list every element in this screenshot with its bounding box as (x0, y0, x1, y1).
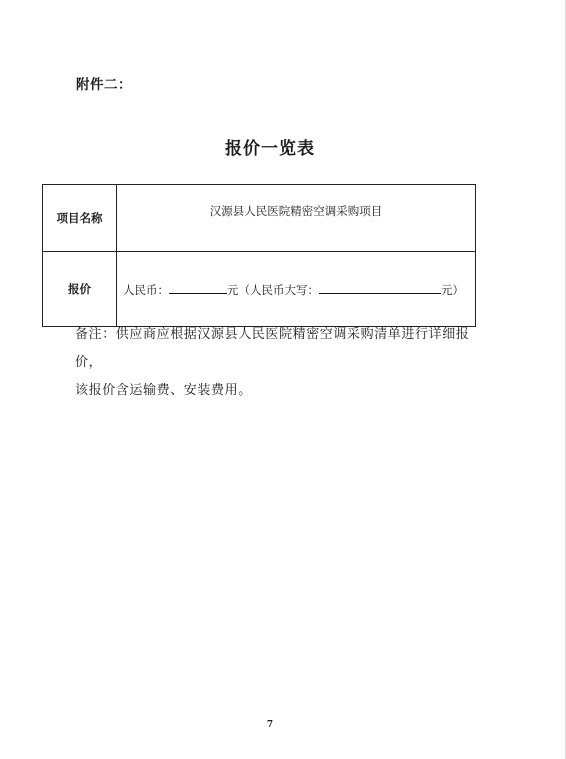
note-block (75, 321, 495, 405)
table-row-price (43, 252, 476, 327)
price-label: 报价 (43, 252, 117, 327)
note-line-1: 备注：供应商应根据汉源县人民医院精密空调采购清单进行详细报价， (75, 327, 470, 370)
amount-words-blank (319, 281, 441, 294)
page-title: 报价一览表 (225, 139, 315, 159)
project-name-label: 项目名称 (43, 185, 117, 252)
project-name-value: 汉源县人民医院精密空调采购项目 (117, 185, 476, 252)
quote-table (42, 184, 476, 327)
page-number: 7 (266, 720, 274, 730)
currency-label: 人民币： (123, 282, 169, 297)
price-value-cell (117, 252, 476, 327)
amount-blank (169, 281, 227, 294)
note-line-2: 该报价含运输费、安装费用。 (75, 383, 252, 398)
unit-text: 元（人民币大写： (227, 282, 319, 297)
table-row-project-name (43, 185, 476, 252)
unit-end-text: 元） (441, 282, 464, 297)
attachment-label: 附件二： (76, 77, 132, 93)
